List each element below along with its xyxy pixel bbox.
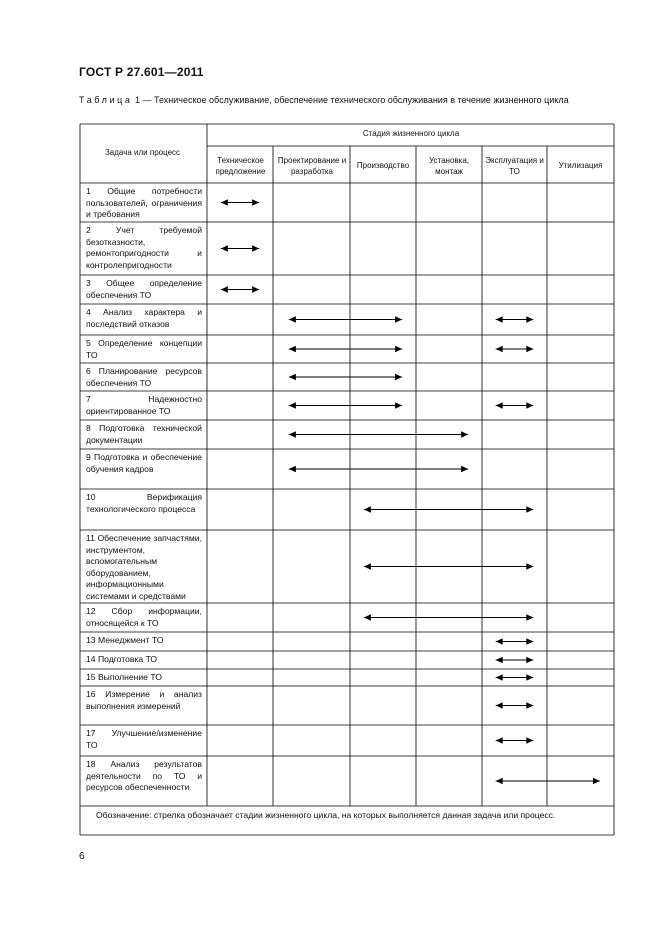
- stage-arrow-left-head: [289, 431, 296, 437]
- stage-arrow-left-head: [496, 346, 503, 352]
- task-cell: 12 Сбор информации, относящейся к ТО: [86, 606, 202, 628]
- stage-arrow-right-head: [526, 657, 533, 663]
- stage-arrow-left-head: [496, 638, 503, 644]
- stage-arrow-left-head: [364, 614, 371, 620]
- stage-header-installation: Установка, монтаж: [428, 156, 470, 176]
- stage-arrow-right-head: [461, 431, 468, 437]
- stage-arrow-left-head: [496, 316, 503, 322]
- table-caption: [79, 94, 615, 106]
- task-cell: 14 Подготовка ТО: [86, 654, 158, 664]
- stage-arrow-left-head: [496, 657, 503, 663]
- stage-arrow-left-head: [289, 466, 296, 472]
- stage-arrow-left-head: [289, 374, 296, 380]
- task-cell: 16 Измерение и анализ выполнения измерений: [86, 689, 202, 711]
- stage-arrow-right-head: [526, 346, 533, 352]
- stage-arrow-right-head: [252, 245, 259, 251]
- stage-arrow-right-head: [526, 402, 533, 408]
- task-cell: 2 Учет требуемой безотказности, ремонтопригодности и контролепригодности: [86, 225, 202, 270]
- task-cell: 3 Общее определение обеспечения ТО: [86, 278, 202, 300]
- table-caption-text: 1 — Техническое обслуживание, обеспечение технического обслуживания в течение жизненного цикла: [132, 95, 569, 105]
- stage-arrow-left-head: [289, 346, 296, 352]
- task-cell: 1 Общие потребности пользователей, ограничения и требования: [86, 186, 202, 220]
- stage-header-disposal: Утилизация: [558, 161, 603, 170]
- stage-arrow-right-head: [593, 778, 600, 784]
- stage-arrow-right-head: [526, 563, 533, 569]
- stage-arrow-right-head: [526, 674, 533, 680]
- stage-arrow-right-head: [395, 316, 402, 322]
- stage-arrow-right-head: [526, 702, 533, 708]
- stage-arrow-left-head: [289, 402, 296, 408]
- stage-arrow-left-head: [364, 563, 371, 569]
- stage-header-technical-proposal: Техническое предложение: [215, 156, 266, 176]
- first-column-header: Задача или процесс: [104, 148, 181, 157]
- stage-arrow-right-head: [526, 614, 533, 620]
- stage-arrow-left-head: [496, 402, 503, 408]
- task-cell: 17 Улучшение/изменение ТО: [86, 728, 202, 750]
- task-cell: 8 Подготовка технической документации: [86, 423, 202, 445]
- stage-arrow-left-head: [289, 316, 296, 322]
- table-note: Обозначение: стрелка обозначает стадии жизненного цикла, на которых выполняется данная задача или процесс.: [96, 810, 556, 820]
- task-cell: 13 Менеджмент ТО: [86, 635, 164, 645]
- stage-arrow-right-head: [252, 199, 259, 205]
- stage-arrow-left-head: [221, 286, 228, 292]
- stage-arrow-right-head: [526, 316, 533, 322]
- stage-arrow-right-head: [395, 402, 402, 408]
- task-cell: 18 Анализ результатов деятельности по ТО и ресурсов обеспеченности: [86, 759, 202, 793]
- stage-header-design: Проектирование и разработка: [277, 156, 347, 176]
- stage-arrow-right-head: [526, 638, 533, 644]
- task-cell: 4 Анализ характера и последствий отказов: [86, 307, 202, 329]
- stage-arrow-right-head: [461, 466, 468, 472]
- stage-arrow-right-head: [252, 286, 259, 292]
- task-cell: 10 Верификация технологического процесса: [86, 492, 202, 514]
- task-cell: 6 Планирование ресурсов обеспечения ТО: [86, 366, 202, 388]
- stage-arrow-left-head: [221, 199, 228, 205]
- stage-arrow-left-head: [496, 702, 503, 708]
- stage-arrow-left-head: [496, 778, 503, 784]
- task-cell: 11 Обеспечение запчастями, инструментом, вспомогательным оборудованием, информационными системами и средствами: [86, 533, 202, 601]
- task-cell: 15 Выполнение ТО: [86, 672, 162, 682]
- page-number: 6: [79, 851, 85, 862]
- stage-arrow-right-head: [395, 346, 402, 352]
- stage-arrow-left-head: [496, 737, 503, 743]
- stage-header-production: Производство: [356, 161, 410, 170]
- stage-arrow-right-head: [526, 506, 533, 512]
- stage-header-operation: Эксплуатация и ТО: [485, 156, 544, 176]
- table-caption-lead: Таблица: [79, 95, 133, 105]
- stage-arrow-left-head: [364, 506, 371, 512]
- task-cell: 7 Надежностно ориентированное ТО: [86, 394, 202, 416]
- stage-arrow-right-head: [526, 737, 533, 743]
- task-cell: 9 Подготовка и обеспечение обучения кадров: [86, 452, 202, 474]
- task-cell: 5 Определение концепции ТО: [86, 338, 202, 360]
- lifecycle-stage-group-header: Стадия жизненного цикла: [362, 129, 460, 138]
- stage-arrow-left-head: [221, 245, 228, 251]
- stage-arrow-left-head: [496, 674, 503, 680]
- document-title: ГОСТ Р 27.601—2011: [79, 65, 204, 79]
- stage-arrow-right-head: [395, 374, 402, 380]
